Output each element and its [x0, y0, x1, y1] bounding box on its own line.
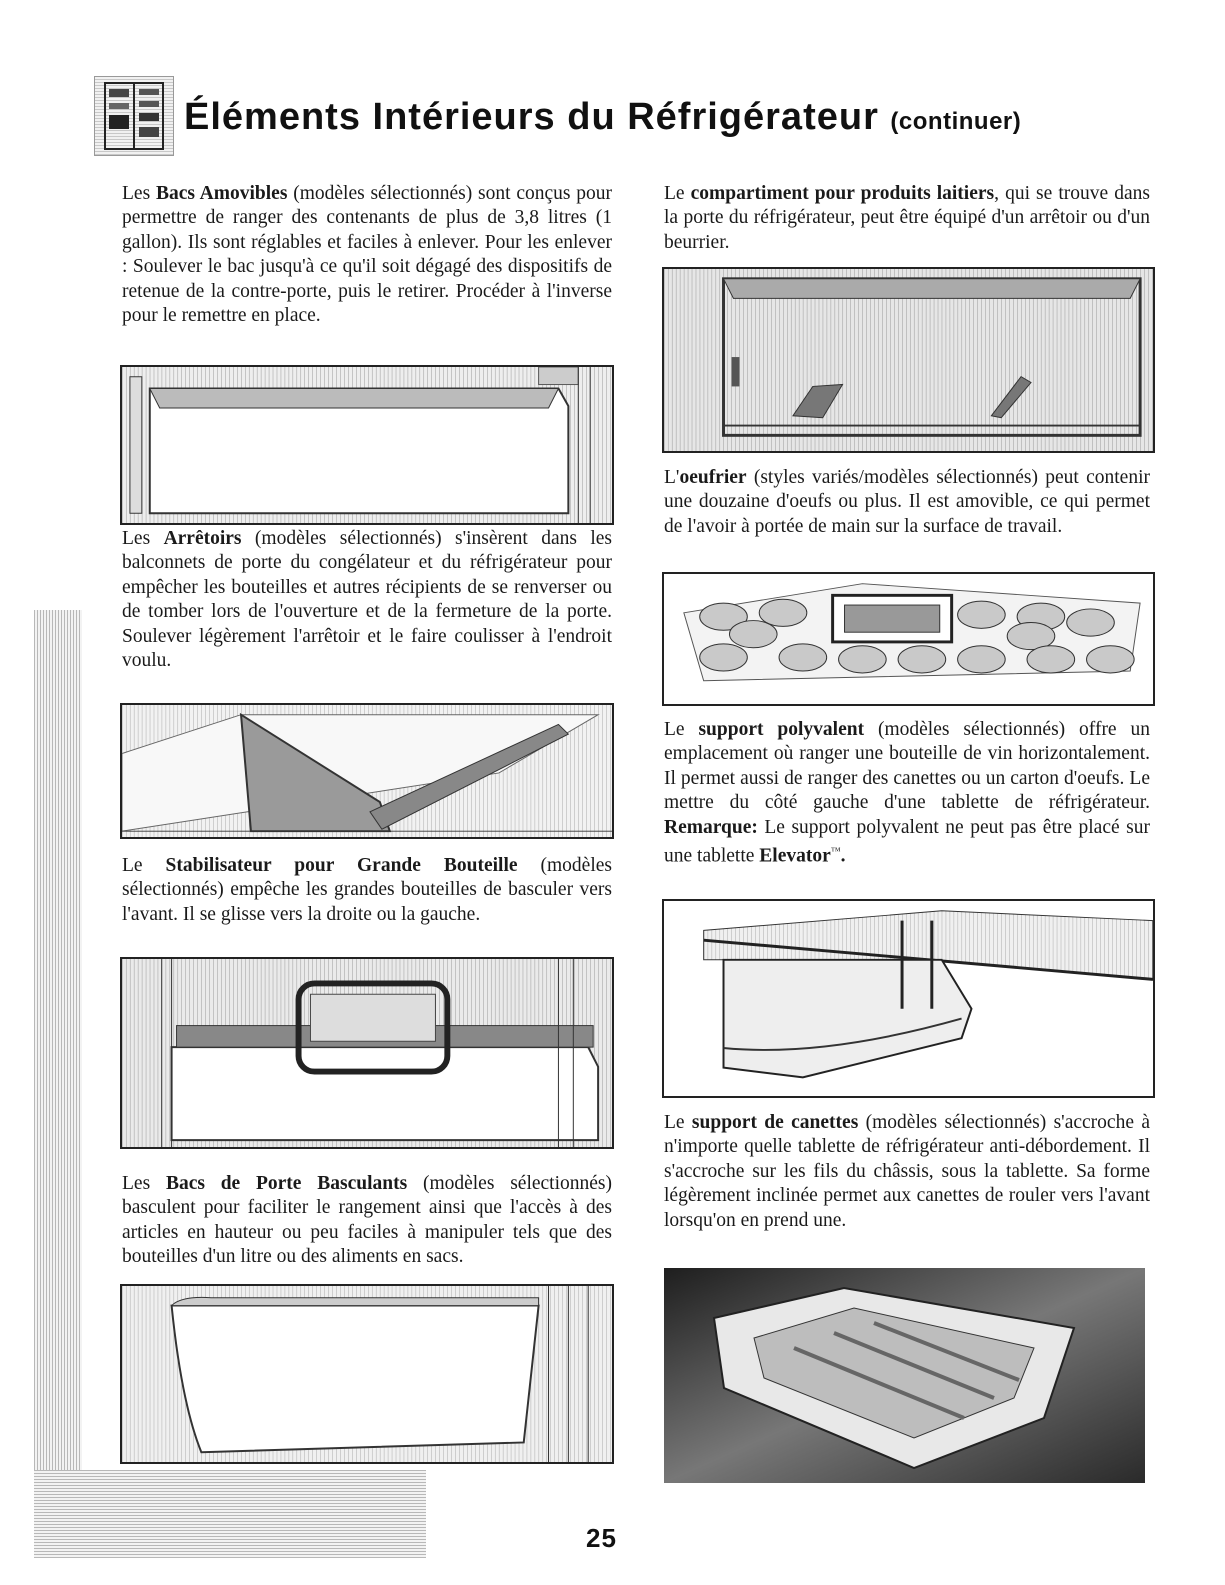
text-run: (modèles sélectionnés) sont conçus pour permettre de ranger des contenants de plus de 3,8 litres (1 gallon). Ils sont réglables et faciles à enlever. Pour les enlever : Soulever le bac jusqu'à ce qu'il soit dégagé des dispositifs de retenue de la contre-porte, puis le retirer. Procéder à l'inverse pour le remettre en place.: [122, 183, 613, 327]
trademark-symbol: ™: [830, 846, 841, 858]
text-run: L': [664, 467, 680, 488]
text-run: (styles variés/modèles sélectionnés) peut contenir une douzaine d'oeufs ou plus. Il est amovible, ce qui permet de l'avoir à portée de main sur la surface de travail.: [664, 467, 1150, 537]
text-run: , qui se trouve dans la porte du réfrigérateur, peut être équipé d'un arrêtoir ou d'un beurrier.: [664, 183, 1150, 253]
term-stabilisateur: Stabilisateur pour Grande Bouteille: [165, 855, 518, 876]
paragraph-bacs-basculants: [122, 1172, 612, 1270]
figure-bac-amovible: [120, 365, 614, 525]
text-run: Les: [122, 1173, 166, 1194]
term-arretoirs: Arrêtoirs: [163, 528, 242, 549]
text-run: (modèles sélectionnés) basculent pour faciliter le rangement ainsi que l'accès à des articles en hauteur ou peu faciles à manipuler tels que des bouteilles d'un litre ou des aliments en sacs.: [122, 1173, 612, 1268]
term-oeufrier: oeufrier: [679, 467, 747, 488]
figure-bac-basculant: [120, 1284, 614, 1464]
paragraph-stabilisateur: [122, 854, 612, 927]
figure-compartiment-laitiers: [662, 267, 1155, 453]
title-suffix: (continuer): [890, 108, 1022, 135]
page-title: [184, 96, 1021, 139]
text-run: Les: [122, 528, 164, 549]
figure-oeufrier: [662, 572, 1155, 706]
figure-support-polyvalent: [662, 899, 1155, 1098]
decorative-side-bar: [34, 610, 82, 1510]
text-run: Le: [664, 1112, 692, 1133]
term-bacs-amovibles: Bacs Amovibles: [155, 183, 288, 204]
term-compartiment-laitiers: compartiment pour produits laitiers: [690, 183, 995, 204]
text-run: Le: [122, 855, 166, 876]
text-run: (modèles sélectionnés) s'insèrent dans les balconnets de porte du congélateur et du réfrigérateur pour empêcher les bouteilles et autres récipients de se renverser ou de tomber lors de l'ouverture et de la fermeture de la porte. Soulever légèrement l'arrêtoir et le faire coulisser à l'endroit voulu.: [122, 528, 613, 672]
refrigerator-icon: [94, 76, 174, 156]
figure-support-canettes: [664, 1268, 1145, 1483]
figure-arretoir: [120, 703, 614, 839]
text-run: (modèles sélectionnés) empêche les grandes bouteilles de basculer vers l'avant. Il se glisse vers la droite ou la gauche.: [122, 855, 612, 925]
text-run: .: [840, 845, 846, 867]
paragraph-support-canettes: [664, 1111, 1150, 1233]
text-run: Le: [664, 719, 699, 740]
page-number: 25: [586, 1523, 617, 1553]
text-run: (modèles sélectionnés) s'accroche à n'importe quelle tablette de réfrigérateur anti-débordement. Il s'accroche sur les fils du châssis, sous la tablette. Sa forme légèrement inclinée permet aux canettes de rouler vers l'avant lorsqu'on en prend une.: [664, 1112, 1150, 1231]
term-remarque: Remarque:: [664, 816, 758, 838]
paragraph-oeufrier: [664, 466, 1150, 539]
text-run: Le support polyvalent ne peut pas être placé sur une tablette: [664, 816, 1150, 867]
text-run: Le: [664, 183, 691, 204]
term-elevator: Elevator: [759, 845, 831, 867]
paragraph-compartiment-laitiers: [664, 182, 1150, 255]
term-support-polyvalent: support polyvalent: [698, 719, 865, 740]
decorative-bottom-bar: [34, 1470, 426, 1558]
term-support-canettes: support de canettes: [691, 1112, 859, 1133]
title-text: Éléments Intérieurs du Réfrigérateur: [184, 96, 879, 138]
paragraph-arretoirs: [122, 527, 612, 673]
term-bacs-basculants: Bacs de Porte Basculants: [165, 1173, 408, 1194]
paragraph-support-polyvalent: [664, 718, 1150, 869]
text-run: (modèles sélectionnés) offre un emplacement où ranger une bouteille de vin horizontalement. Il permet aussi de ranger des canettes ou un carton d'oeufs. Le mettre du côté gauche d'une tablette de réfrigérateur.: [664, 719, 1150, 814]
figure-stabilisateur: [120, 957, 614, 1149]
text-run: Les: [122, 183, 156, 204]
paragraph-bacs-amovibles: [122, 182, 612, 328]
